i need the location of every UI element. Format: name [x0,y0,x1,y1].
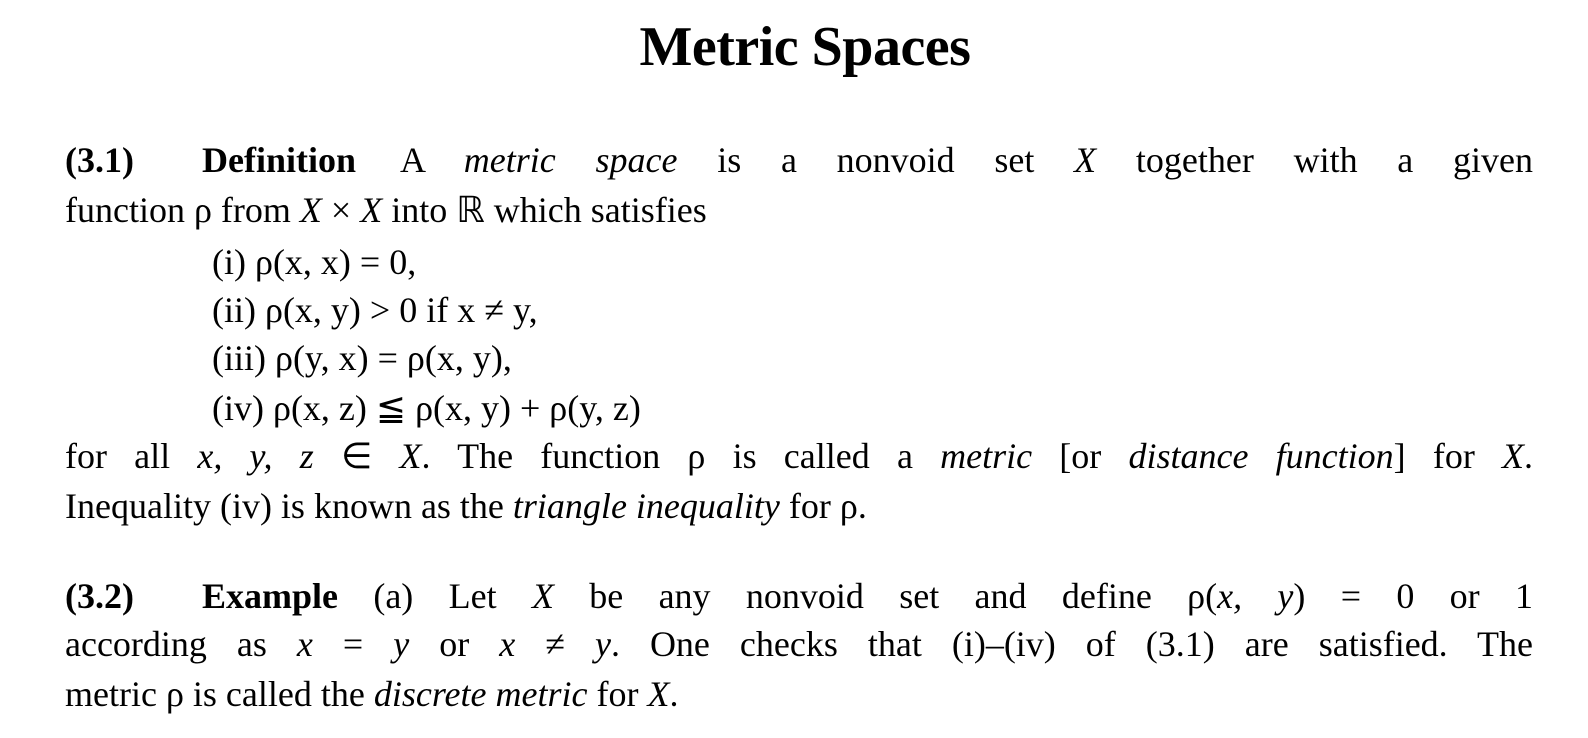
text-run: together with a given [1096,140,1534,180]
term-distance-function: distance function [1128,436,1394,476]
text-run: for [587,674,648,714]
text-run: . [669,674,679,714]
example-number: (3.2) [65,576,134,616]
text-run: A [400,140,464,180]
text-run: according as [65,624,297,664]
math-var: x, y, z [197,436,314,476]
text-run: (a) Let [338,576,532,616]
axiom-item-iv: (iv) ρ(x, z) ≦ ρ(x, y) + ρ(y, z) [212,388,641,428]
term-metric-space: metric space [463,140,678,180]
math-var: X [647,674,670,714]
math-var: x [296,624,313,664]
math-var: X [399,436,422,476]
math-var: y [594,624,611,664]
definition-number: (3.1) [65,140,134,180]
axiom-item-ii: (ii) ρ(x, y) > 0 if x ≠ y, [212,290,538,330]
example-label: Example [201,576,338,616]
example-line-2 [65,622,1533,666]
math-var: y [393,624,410,664]
text-run: into ℝ which satisfies [382,190,707,230]
example-line-3 [65,672,678,716]
text-run: metric ρ is called the [65,674,374,714]
text-run: × [321,190,361,230]
text-run: function ρ from [65,190,300,230]
term-triangle-inequality: triangle inequality [512,486,780,526]
definition-label: Definition [201,140,356,180]
text-run: be any nonvoid set and define ρ( [553,576,1218,616]
text-run: . [1524,436,1534,476]
math-var: x [499,624,516,664]
text-run: or [409,624,500,664]
text-run: Inequality (iv) is known as the [65,486,513,526]
axiom-item-i: (i) ρ(x, x) = 0, [212,242,417,282]
math-var: x, y [1217,576,1294,616]
axiom-item-iii: (iii) ρ(y, x) = ρ(x, y), [212,338,512,378]
text-run: for ρ. [779,486,867,526]
definition-line-1 [65,138,1533,182]
text-run: ) = 0 or 1 [1293,576,1533,616]
text-run: ∈ [313,436,400,476]
math-var: X [1502,436,1525,476]
text-run: ] for [1393,436,1503,476]
definition-line-4 [65,484,867,528]
text-run: ≠ [515,624,595,664]
text-run: = [312,624,394,664]
text-run: is a nonvoid set [677,140,1075,180]
math-var: X [531,576,554,616]
term-discrete-metric: discrete metric [373,674,588,714]
text-run: . One checks that (i)–(iv) of (3.1) are satisfied. The [610,624,1533,664]
math-var: X [1074,140,1097,180]
text-run: for all [65,436,198,476]
definition-line-3 [65,434,1533,478]
math-var: X [360,190,383,230]
example-line-1 [65,574,1533,618]
definition-line-2 [65,188,707,232]
text-run: [or [1032,436,1129,476]
page-title: Metric Spaces [639,16,971,78]
text-run: . The function ρ is called a [421,436,941,476]
term-metric: metric [940,436,1033,476]
math-var: X [299,190,322,230]
